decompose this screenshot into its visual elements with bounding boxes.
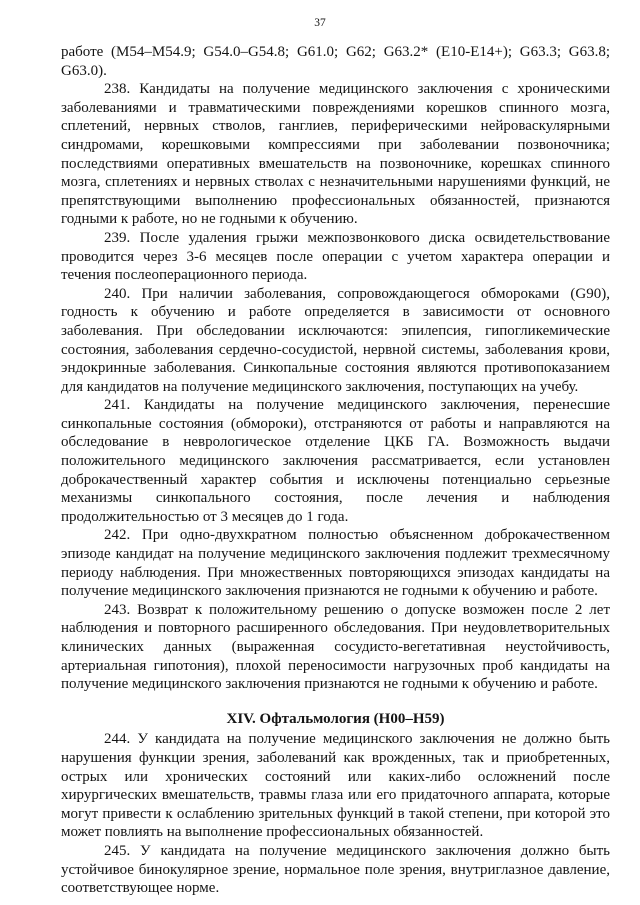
paragraph-243: 243. Возврат к положительному решению о допуске возможен после 2 лет наблюдения и повторного расширенного обследования. При неудовлетворительных клинических данных (выраженная сосудисто-вегетативная неустойчивость, артериальная гипотония), плохой переносимости нагрузочных проб кандидаты на получение медицинского заключения признаются не годными к обучению и работе. <box>61 601 610 693</box>
section-heading: XIV. Офтальмология (H00–H59) <box>226 710 445 727</box>
paragraph-continuation: работе (M54–M54.9; G54.0–G54.8; G61.0; G62; G63.2* (E10-E14+); G63.3; G63.8; G63.0). <box>61 44 610 79</box>
page-number: 37 <box>314 17 326 29</box>
paragraph-245: 245. У кандидата на получение медицинского заключения должно быть устойчивое бинокулярное зрение, нормальное поле зрения, внутриглазное давление, соответствующее норме. <box>61 842 610 897</box>
paragraph-242: 242. При одно-двухкратном полностью объясненном доброкачественном эпизоде кандидат на получение медицинского заключения подлежит трехмесячному периоду наблюдения. При множественных повторяющихся эпизодах кандидаты на получение медицинского заключения признаются не годными к обучению и работе. <box>61 527 610 600</box>
paragraph-241: 241. Кандидаты на получение медицинского заключения, перенесшие синкопальные состояния (обмороки), отстраняются от работы и направляются на обследование в неврологическое отделение ЦКБ ГА. Возможность выдачи положительного медицинского заключения рассматривается, если установлен доброкачественный характер события и исключены потенциально серьезные механизмы синкопального состояния, после лечения и наблюдения продолжительностью от 3 месяцев до 1 года. <box>61 397 610 525</box>
paragraph-244: 244. У кандидата на получение медицинского заключения не должно быть нарушения функции зрения, заболеваний как врожденных, так и приобретенных, острых или хронических состояний или каких-либо осложнений после хирургических вмешательств, травмы глаза или его придаточного аппарата, которые могут привести к ослаблению зрительных функций в такой степени, при которой это может повлиять на выполнение профессиональных обязанностей. <box>61 731 610 841</box>
document-body <box>61 43 610 898</box>
paragraph-238: 238. Кандидаты на получение медицинского заключения с хроническими заболеваниями и травматическими повреждениями корешков спинного мозга, сплетений, нервных стволов, ганглиев, периферическими нейроваскулярными синдромами, корешковыми компрессиями при заболевании позвоночника; последствиями оперативных вмешательств на позвоночнике, корешках спинного мозга, сплетениях и нервных стволах с незначительными нарушениями функций, не препятствующими выполнению профессиональных обязанностей, признаются годными к работе, но не годными к обучению. <box>61 81 610 228</box>
paragraph-239: 239. После удаления грыжи межпозвонкового диска освидетельствование проводится через 3-6 месяцев после операции с учетом характера операции и течения послеоперационного периода. <box>61 229 610 284</box>
paragraph-240: 240. При наличии заболевания, сопровождающегося обмороками (G90), годность к обучению и работе определяется в зависимости от основного заболевания. При обследовании исключаются: эпилепсия, гипогликемические состояния, заболевания сердечно-сосудистой, нервной системы, заболевания крови, эндокринные заболевания. Синкопальные состояния являются противопоказанием для кандидатов на получение медицинского заключения, поступающих на учебу. <box>61 285 610 395</box>
